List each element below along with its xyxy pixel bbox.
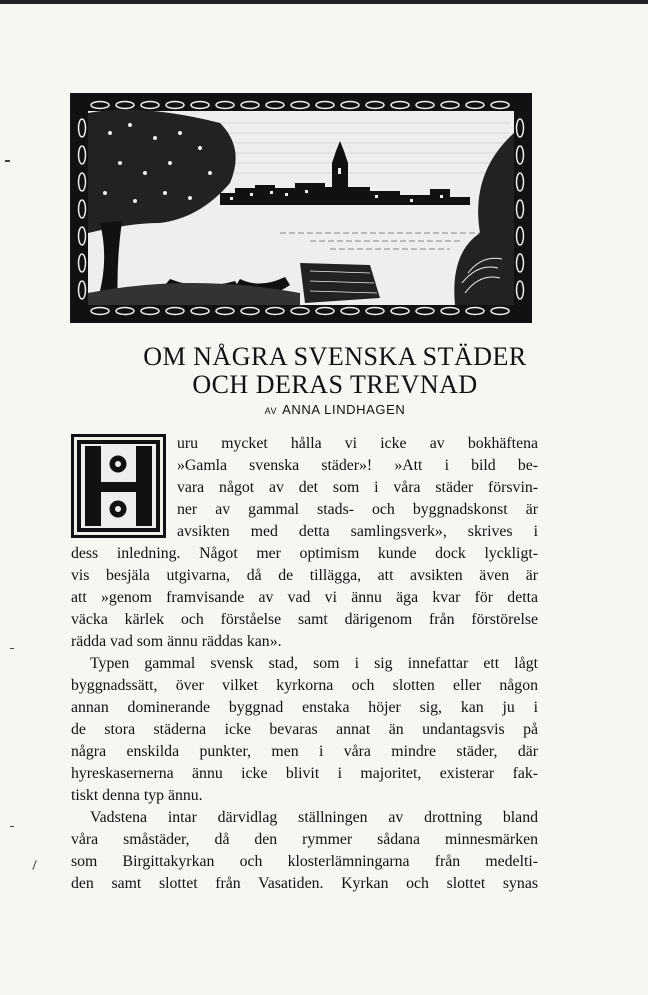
dropcap-h-ornament — [71, 434, 166, 538]
scan-speck — [32, 860, 36, 870]
scan-speck — [5, 160, 10, 162]
text-line: Typen gammal svensk stad, som i sig innefattar ett lågt — [90, 655, 538, 672]
byline-prefix: AV — [264, 406, 278, 416]
text-line: dess inledning. Något mer optimism kunde dock lyckligt- — [71, 545, 538, 562]
text-line: byggnadssätt, över vilket kyrkorna och slotten eller någon — [71, 677, 538, 694]
scan-speck — [10, 826, 14, 827]
text-line: hyreskasernerna ännu icke blivit i majoritet, existerar fak- — [71, 765, 538, 782]
text-line: några enskilda punkter, men i våra mindre städer, där — [71, 743, 538, 760]
text-line: avsikten med detta samlingsverk», skrives i — [177, 523, 538, 540]
text-line: den samt slottet från Vasatiden. Kyrkan och slottet synas — [71, 875, 538, 892]
text-line: annan dominerande byggnad enstaka höjer sig, kan ju i — [71, 699, 538, 716]
text-line: de stora städerna icke bevaras annat än undantagsvis på — [71, 721, 538, 738]
text-line: som Birgittakyrkan och klosterlämningarna från medelti- — [71, 853, 538, 870]
dropcap-letter: H — [117, 502, 119, 503]
text-line: Vadstena intar därvidlag ställningen av drottning bland — [90, 809, 538, 826]
text-line: att »genom framvisande av vad vi ännu äga kvar för detta — [71, 589, 538, 606]
text-line: rädda vad som ännu räddas kan». — [71, 633, 282, 650]
author-name: ANNA LINDHAGEN — [282, 402, 406, 417]
top-rule — [0, 0, 648, 4]
headpiece-illustration — [70, 93, 532, 323]
text-line: vara något av det som i våra städer försvin- — [177, 479, 538, 496]
text-line: ner av gammal stads- och byggnadskonst är — [177, 501, 538, 518]
text-line: våra småstäder, då den rymmer sådana minnesmärken — [71, 831, 538, 848]
text-line: tiskt denna typ ännu. — [71, 787, 203, 804]
article-title-line2: OCH DERAS TREVNAD — [192, 370, 478, 399]
text-line: vis besjäla utgivarna, då de tillägga, att avsikten även är — [71, 567, 538, 584]
text-line: »Gamla svenska städer»! »Att i bild be- — [177, 457, 538, 474]
scan-speck — [10, 648, 14, 649]
text-line: uru mycket hålla vi icke av bokhäftena — [177, 435, 538, 452]
byline — [60, 402, 610, 417]
text-line: väcka kärlek och förståelse samt därigenom från förstörelse — [71, 611, 538, 628]
article-title-line1: OM NÅGRA SVENSKA STÄDER — [143, 342, 527, 371]
